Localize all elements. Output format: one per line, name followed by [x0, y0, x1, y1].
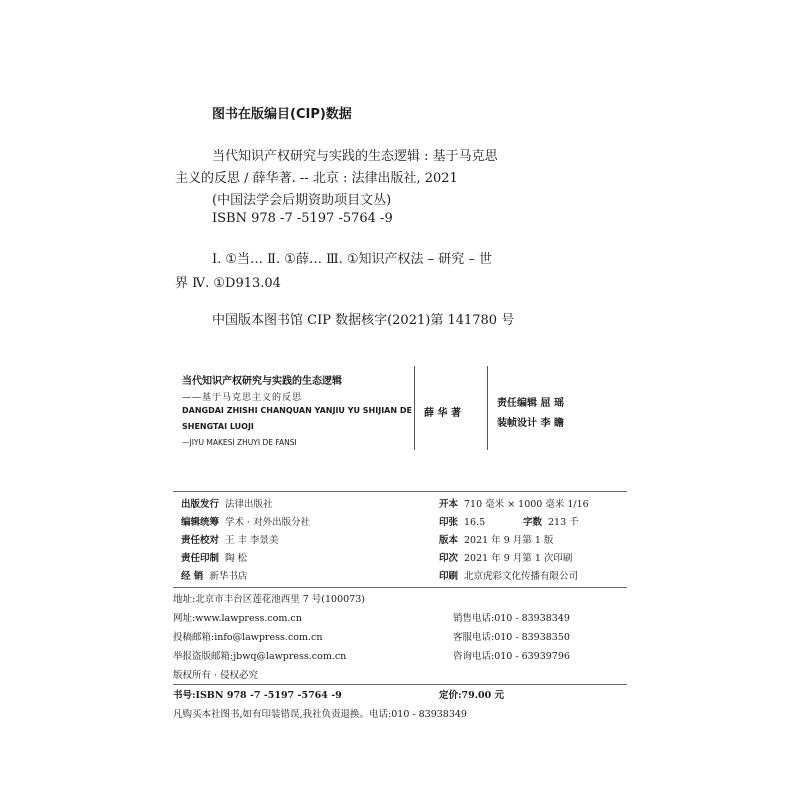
- pub-row: [439, 550, 572, 564]
- pub-label: 编辑统筹: [181, 517, 220, 528]
- pub-value: 2021 年 9 月第 1 版: [464, 535, 554, 546]
- piracy-report-email: 举报盗版邮箱:jbwq@lawpress.com.cn: [173, 651, 347, 662]
- pub-value: 王 丰 李景美: [225, 535, 279, 546]
- panel-divider: [414, 366, 415, 450]
- cip-approval-number: 中国版本图书馆 CIP 数据核字(2021)第 141780 号: [212, 313, 515, 328]
- pub-value: 16.5: [464, 517, 486, 528]
- pub-row: [439, 568, 578, 582]
- pub-value: 710 毫米 × 1000 毫米 1/16: [464, 499, 589, 510]
- book-number: 书号:ISBN 978 -7 -5197 -5764 -9: [173, 690, 342, 701]
- cip-classification: Ⅰ. ①当… Ⅱ. ①薛… Ⅲ. ①知识产权法 – 研究 – 世: [212, 252, 493, 267]
- divider: [173, 491, 627, 492]
- sales-phone: 销售电话:010 - 83938349: [453, 613, 570, 624]
- pub-label: 印张: [439, 517, 459, 528]
- pub-label: 开本: [439, 499, 459, 510]
- pub-label: 印刷: [439, 571, 459, 582]
- divider: [173, 587, 627, 588]
- submission-email: 投稿邮箱:info@lawpress.com.cn: [173, 632, 323, 643]
- cip-series: (中国法学会后期资助项目文丛): [212, 193, 392, 208]
- pub-label: 责任印制: [181, 553, 220, 564]
- editor-credit: 责任编辑 屈 瑶: [497, 398, 564, 409]
- pinyin-subtitle: —JIYU MAKESI ZHUYI DE FANSI: [182, 438, 297, 447]
- service-phone: 客服电话:010 - 83938350: [453, 632, 570, 643]
- price: 定价:79.00 元: [439, 690, 505, 701]
- publisher-address: 地址:北京市丰台区莲花池西里 7 号(100073): [173, 594, 365, 605]
- panel-divider: [487, 366, 488, 450]
- pinyin-title: DANGDAI ZHISHI CHANQUAN YANJIU YU SHIJIAN DE: [182, 406, 412, 415]
- pub-value: 北京虎彩文化传播有限公司: [464, 571, 579, 582]
- designer-credit: 装帧设计 李 瞻: [497, 418, 564, 429]
- pub-row: [439, 496, 589, 510]
- pub-label: 字数: [523, 517, 543, 528]
- divider: [173, 684, 627, 685]
- pub-value: 陶 松: [225, 553, 248, 564]
- pub-value: 新华书店: [209, 571, 248, 582]
- pub-label: 印次: [439, 553, 459, 564]
- cip-heading: 图书在版编目(CIP)数据: [212, 107, 352, 122]
- cip-classification: 界 Ⅳ. ①D913.04: [175, 276, 281, 291]
- cip-isbn: ISBN 978 -7 -5197 -5764 -9: [212, 211, 393, 226]
- pub-row: [523, 514, 579, 528]
- pinyin-title: SHENGTAI LUOJI: [182, 422, 254, 431]
- pub-row: [439, 532, 553, 546]
- book-title: 当代知识产权研究与实践的生态逻辑: [182, 376, 342, 387]
- return-notice: 凡购买本社图书,如有印装错误,我社负责退换。电话:010 - 83938349: [173, 709, 467, 720]
- pub-label: 版本: [439, 535, 459, 546]
- book-subtitle: ——基于马克思主义的反思: [182, 393, 303, 403]
- pub-row: [439, 514, 485, 528]
- pub-value: 法律出版社: [225, 499, 273, 510]
- pub-label: 经 销: [181, 571, 204, 582]
- cip-title-line: 当代知识产权研究与实践的生态逻辑 : 基于马克思: [212, 149, 498, 164]
- publisher-website: 网址:www.lawpress.com.cn: [173, 613, 302, 624]
- pub-row: [181, 514, 310, 528]
- pub-value: 2021 年 9 月第 1 次印刷: [464, 553, 573, 564]
- pub-label: 出版发行: [181, 499, 220, 510]
- author-credit: 薛 华 著: [424, 408, 461, 419]
- pub-row: [181, 550, 247, 564]
- inquiry-phone: 咨询电话:010 - 63939796: [453, 651, 570, 662]
- cip-title-line: 主义的反思 / 薛华著. -- 北京 : 法律出版社, 2021: [175, 171, 458, 186]
- pub-value: 213 千: [548, 517, 579, 528]
- pub-row: [181, 532, 279, 546]
- pub-row: [181, 496, 273, 510]
- pub-row: [181, 568, 247, 582]
- copyright-notice: 版权所有 · 侵权必究: [173, 670, 259, 681]
- title-panel: [182, 366, 620, 450]
- pub-label: 责任校对: [181, 535, 220, 546]
- pub-value: 学术 · 对外出版分社: [225, 517, 311, 528]
